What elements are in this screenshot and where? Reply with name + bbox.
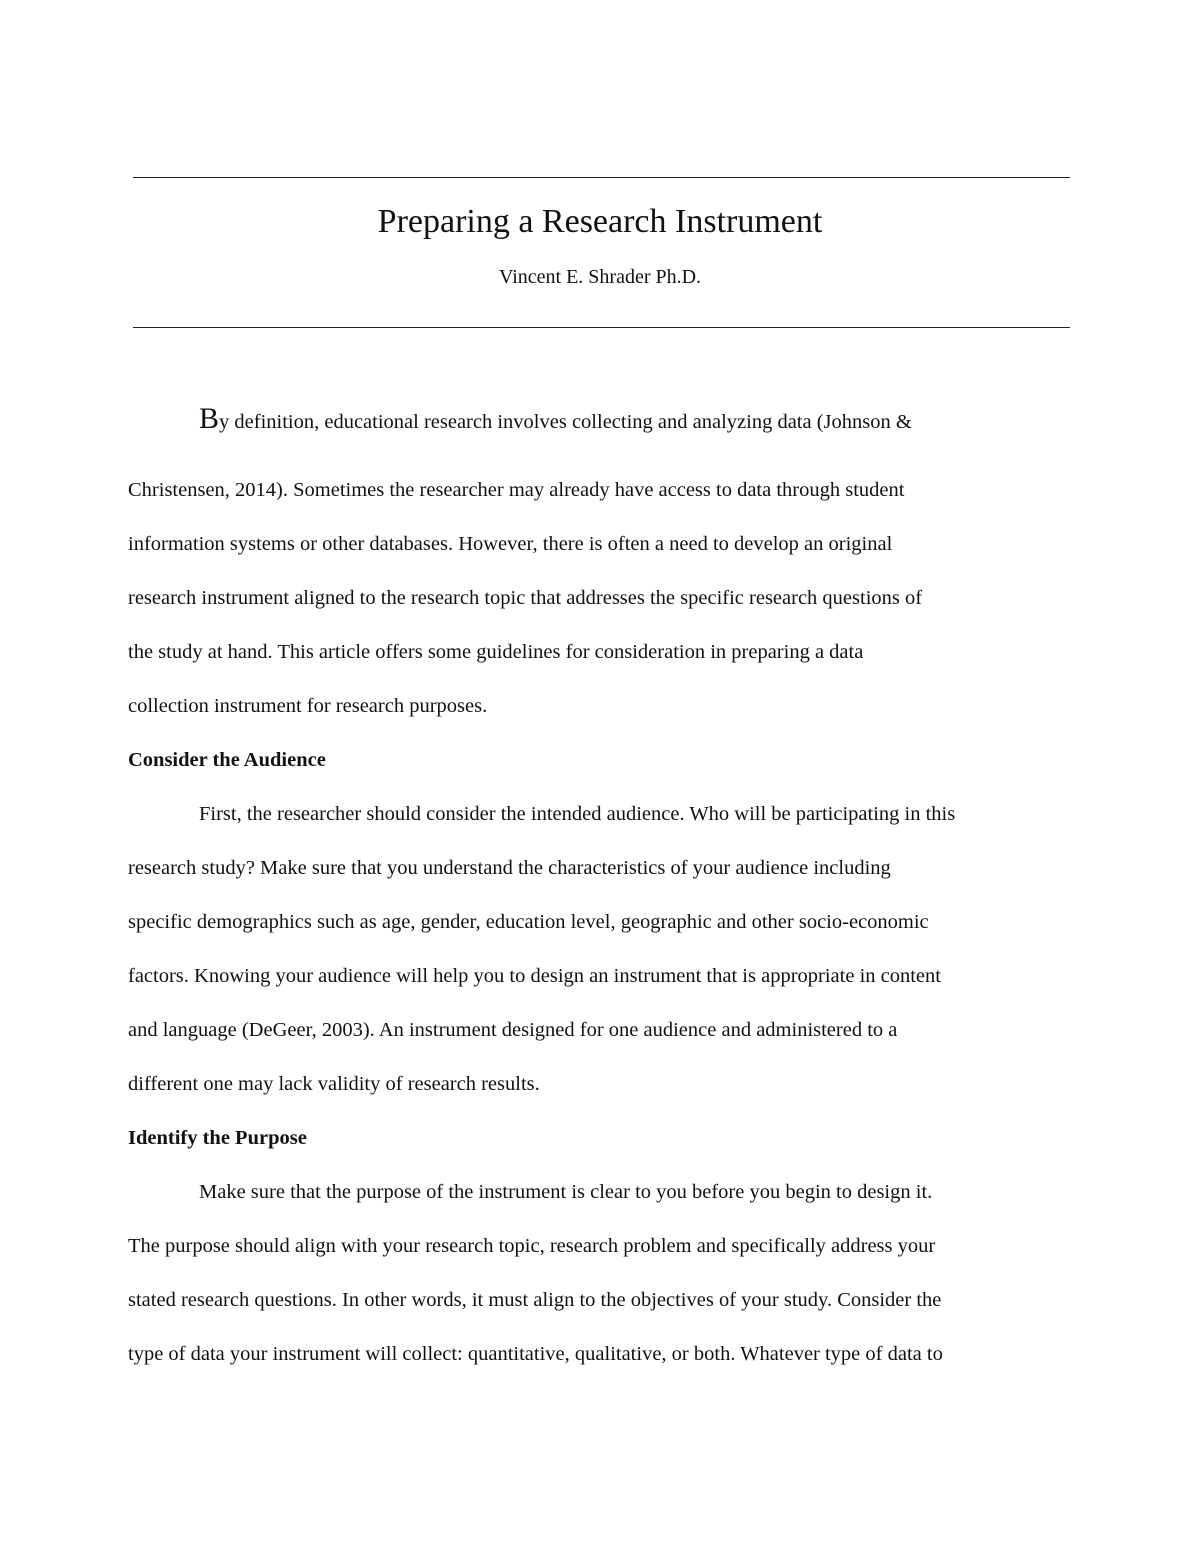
purpose-line-3: stated research questions. In other words, it must align to the objectives of your study. Consider the xyxy=(128,1289,942,1311)
audience-line-1: First, the researcher should consider the intended audience. Who will be participating in this xyxy=(199,803,956,825)
intro-line-6: collection instrument for research purposes. xyxy=(128,695,488,717)
intro-line-1 xyxy=(199,402,912,436)
purpose-line-4: type of data your instrument will collect: quantitative, qualitative, or both. Whatever type of data to xyxy=(128,1343,943,1365)
purpose-line-2: The purpose should align with your research topic, research problem and specifically address your xyxy=(128,1235,936,1257)
audience-line-2: research study? Make sure that you understand the characteristics of your audience including xyxy=(128,857,891,879)
intro-line-2: Christensen, 2014). Sometimes the researcher may already have access to data through student xyxy=(128,479,905,501)
document-title: Preparing a Research Instrument xyxy=(377,203,823,240)
purpose-line-1: Make sure that the purpose of the instrument is clear to you before you begin to design it. xyxy=(199,1181,933,1203)
section-heading-purpose: Identify the Purpose xyxy=(128,1127,307,1149)
audience-line-4: factors. Knowing your audience will help you to design an instrument that is appropriate in content xyxy=(128,965,941,987)
intro-line-5: the study at hand. This article offers some guidelines for consideration in preparing a data xyxy=(128,641,864,663)
intro-line-4: research instrument aligned to the research topic that addresses the specific research questions of xyxy=(128,587,923,609)
document-author: Vincent E. Shrader Ph.D. xyxy=(498,266,702,288)
title-rule-bottom xyxy=(133,327,1070,328)
title-rule-top xyxy=(133,177,1070,178)
audience-line-5: and language (DeGeer, 2003). An instrument designed for one audience and administered to a xyxy=(128,1019,898,1041)
section-heading-audience: Consider the Audience xyxy=(128,749,326,771)
intro-line-3: information systems or other databases. However, there is often a need to develop an original xyxy=(128,533,893,555)
audience-line-6: different one may lack validity of research results. xyxy=(128,1073,540,1095)
audience-line-3: specific demographics such as age, gender, education level, geographic and other socio-economic xyxy=(128,911,929,933)
drop-cap: B xyxy=(199,402,220,435)
intro-line-1-text: y definition, educational research involves collecting and analyzing data (Johnson & xyxy=(219,411,912,433)
